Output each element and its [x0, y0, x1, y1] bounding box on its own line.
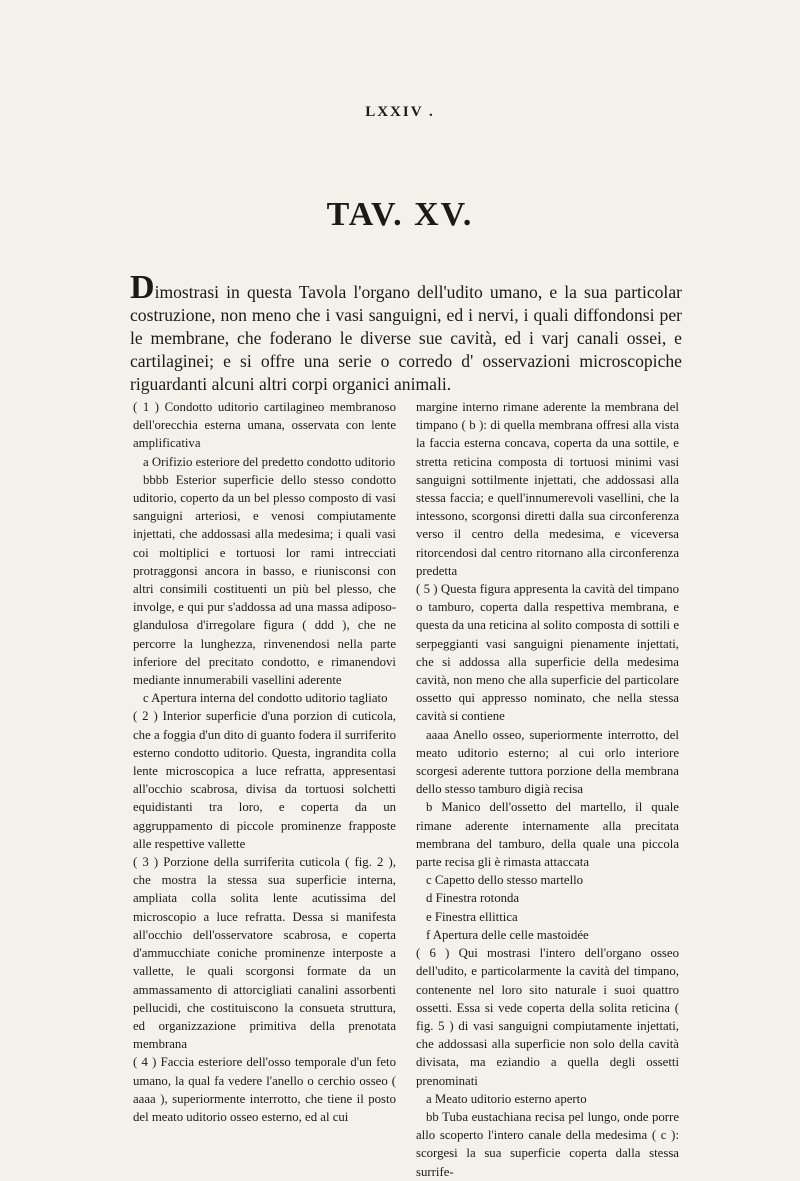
right-paragraph: e Finestra ellittica [426, 909, 518, 924]
left-column [133, 398, 396, 1126]
left-paragraph: ( 1 ) Condotto uditorio cartilagineo membranoso dell'orecchia esterna umana, osservata con lente amplificativa [133, 400, 396, 451]
intro-text: imostrasi in questa Tavola l'organo dell'udito umano, e la sua particolar costruzione, non meno che i vasi sanguigni, ed i nervi, i quali diffondonsi per le membrane, che foderano le diverse sue cavità, ed i varj canali ossei, e cartilaginei; e si offre una serie o corredo d' osservazioni microscopiche riguardanti alcuni altri corpi organici animali. [130, 282, 682, 394]
right-paragraph: margine interno rimane aderente la membrana del timpano ( b ): di quella membrana offresi alla vista la faccia esterna concava, coperta da una sottile, e stretta reticina composta di tortuosi minimi vasi sanguigni sottilmente injettati, che addossasi alla stessa faccia; e quell'innumerevoli vasellini, che la intessono, scorgonsi diretti dalla sua circonferenza verso il centro della medesima, e viceversa ritorcendosi dal centro ritornano alla circonferenza predetta [416, 400, 679, 578]
left-paragraph: ( 3 ) Porzione della surriferita cuticola ( fig. 2 ), che mostra la stessa sua superficie interna, ampliata colla solita lente acutissima del microscopio a luce refratta. Dessa si manifesta all'occhio dell'osservatore scabrosa, e coperta d'ammucchiate coniche prominenze interposte a vallette, le quali scorgonsi formate da un ammassamento di attorcigliati canalini assorbenti pellucidi, che costituiscono la consueta struttura, ed organizzazione primitiva della prenotata membrana [133, 855, 396, 1052]
right-paragraph: aaaa Anello osseo, superiormente interrotto, del meato uditorio esterno; al cui orlo interiore scorgesi aderente tuttora porzione della membrana dello stesso tamburo digià recisa [416, 727, 679, 797]
left-paragraph: ( 2 ) Interior superficie d'una porzion di cuticola, che a foggia d'un dito di guanto fodera il surriferito esterno condotto uditorio. Questa, ingrandita colla lente microscopica a luce refratta, appresentasi all'occhio scabrosa, divisa da tortuosi solchetti equidistanti tra loro, e coperta da un aggruppamento di piccole prominenze frapposte alle respettive vallette [133, 709, 396, 851]
right-paragraph: f Apertura delle celle mastoidée [426, 927, 589, 942]
right-paragraph: b Manico dell'ossetto del martello, il quale rimane aderente internamente alla precitata membrana del tamburo, della quale una piccola parte recisa gli è rimasta attaccata [416, 800, 679, 870]
right-paragraph: a Meato uditorio esterno aperto [426, 1091, 587, 1106]
left-paragraph: bbbb Esterior superficie dello stesso condotto uditorio, coperto da un bel plesso composto di vasi sanguigni arteriosi, e venosi compiutamente injettati, che addossasi alla medesima; i quali vasi coi moltiplici e tortuosi lor rami intrecciati protraggonsi ancora in basso, e riunisconsi con altri consimili costituenti un più bel plesso, che involge, e qui pur s'addossa ad una massa adiposo-glandulosa d'irregolare figura ( ddd ), che ne percorre la lunghezza, rinvenendosi nella parte inferiore del precitato condotto, e rimanendovi mediante innumerabili vasellini aderente [133, 472, 396, 688]
page-number: LXXIV . [365, 104, 435, 120]
right-paragraph: d Finestra rotonda [426, 891, 520, 906]
right-paragraph: c Capetto dello stesso martello [426, 873, 584, 888]
right-paragraph: ( 6 ) Qui mostrasi l'intero dell'organo osseo dell'udito, e particolarmente la cavità del timpano, contenente nel loro sito naturale i suoi quattro ossetti. Essa si vede coperta della solita reticina ( fig. 5 ) di vasi sanguigni compiutamente injettati, che addossasi alla superficie non solo della cavità divisata, ma eziandio a quella degli ossetti prenominati [416, 946, 679, 1088]
right-paragraph: bb Tuba eustachiana recisa pel lungo, onde porre allo scoperto l'intero canale della medesima ( c ): scorgesi la sua superficie coperta dalla stessa surrife- [416, 1109, 679, 1179]
intro-paragraph [130, 269, 682, 396]
left-paragraph: c Apertura interna del condotto uditorio tagliato [143, 691, 388, 706]
left-paragraph: ( 4 ) Faccia esteriore dell'osso temporale d'un feto umano, la qual fa vedere l'anello o cerchio osseo ( aaaa ), superiormente interrotto, che tiene il posto del meato uditorio osseo esterno, ed al cui [133, 1055, 396, 1124]
plate-title: TAV. XV. [326, 196, 474, 233]
left-paragraph: a Orifizio esteriore del predetto condotto uditorio [143, 454, 396, 469]
drop-cap: D [130, 269, 155, 306]
right-paragraph: ( 5 ) Questa figura appresenta la cavità del timpano o tamburo, coperta dalla respettiva membrana, e questa da una reticina al solito composta di sottili e serpeggianti vasi sanguigni pienamente injettati, che si addossa alla superficie della medesima cavità, non meno che alla superficie del particolare ossetto qui appresso nominato, che nella stessa cavità si contiene [416, 582, 679, 724]
right-column [416, 398, 679, 1181]
